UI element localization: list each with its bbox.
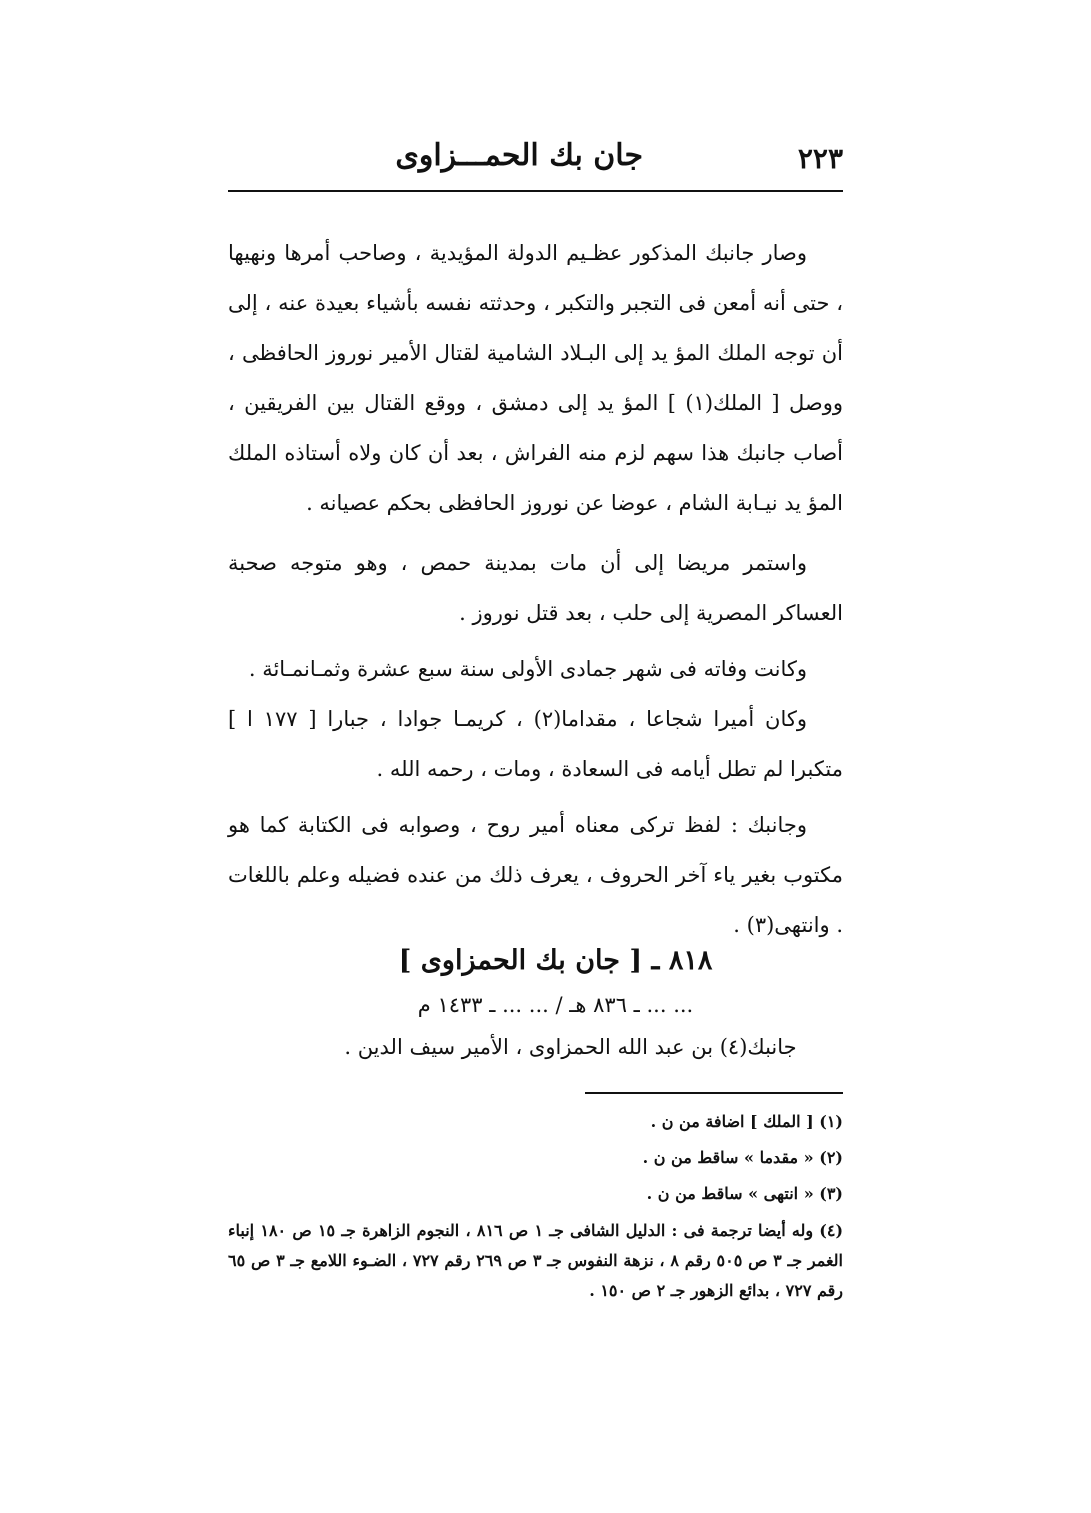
entry-heading: ٨١٨ ـ [ جان بك الحمزاوى ] xyxy=(398,945,713,976)
biography-entry xyxy=(228,936,843,1070)
footnote: (٣) « انتهى » ساقط من ن . xyxy=(646,1184,843,1203)
footnotes xyxy=(228,1104,843,1306)
paragraph: وصار جانبك المذكور عظـيم الدولة المؤيدية ، وصاحب أمرها ونهيها ، حتى أنه أمعن فى التجبر والتكبر ، وحدثته نفسه بأشياء بعيدة عنه ، إلى أن توجه الملك المؤ يد إلى البـلاد الشامية لقتال الأمير نوروز الحافظى ، ووصل [ الملك(١) ] المؤ يد إلى دمشق ، ووقع القتال بين الفريقين ، أصاب جانبك هذا سهم لزم منه الفراش ، بعد أن كان ولاه أستاذه الملك المؤ يد نيـابة الشام ، عوضا عن نوروز الحافظى بحكم عصيانه . xyxy=(228,241,843,515)
main-text xyxy=(228,228,843,950)
footnote: (٢) « مقدما » ساقط من ن . xyxy=(642,1148,843,1167)
entry-dates: ... ... ـ ٨٣٦ هـ / ... ... ـ ١٤٣٣ م xyxy=(417,993,694,1017)
running-title: جان بك الحمـــزاوى xyxy=(395,138,643,173)
paragraph: وكان أميرا شجاعا ، مقداما(٢) ، كريمـا جوادا ، جبارا [ ١٧٧ ا ] متكبرا لم تطل أيامه فى السعادة ، ومات ، رحمه الله . xyxy=(228,707,843,781)
paragraph: وجانبك : لفظ تركى معناه أمير روح ، وصوابه فى الكتابة كما هو مكتوب بغير ياء آخر الحروف ، يعرف ذلك من عنده فضيله وعلم باللغات . وانتهى(٣) . xyxy=(228,813,843,937)
footnote: (١) [ الملك ] اضافة من ن . xyxy=(650,1112,843,1131)
paragraph: وكانت وفاته فى شهر جمادى الأولى سنة سبع عشرة وثمـانمـائة . xyxy=(248,657,807,681)
page-number: ٢٢٣ xyxy=(797,142,843,175)
paragraph: واستمر مريضا إلى أن مات بمدينة حمص ، وهو متوجه صحبة العساكر المصرية إلى حلب ، بعد قتل نوروز . xyxy=(228,551,843,625)
header-rule xyxy=(228,190,843,192)
entry-name-line: جانبك(٤) بن عبد الله الحمزاوى ، الأمير سيف الدين . xyxy=(344,1035,797,1059)
footnote: (٤) وله أيضا ترجمة فى : الدليل الشافى جـ ١ ص ٨١٦ ، النجوم الزاهرة جـ ١٥ ص ١٨٠ إنباء الغمر جـ ٣ ص ٥٠٥ رقم ٨ ، نزهة النفوس جـ ٣ ص ٢٦٩ رقم ٧٢٧ ، الضـوء اللامع جـ ٣ ص ٦٥ رقم ٧٢٧ ، بدائع الزهور جـ ٢ ص ١٥٠ . xyxy=(228,1221,844,1300)
footnote-rule xyxy=(585,1092,843,1094)
page-header xyxy=(228,138,843,188)
